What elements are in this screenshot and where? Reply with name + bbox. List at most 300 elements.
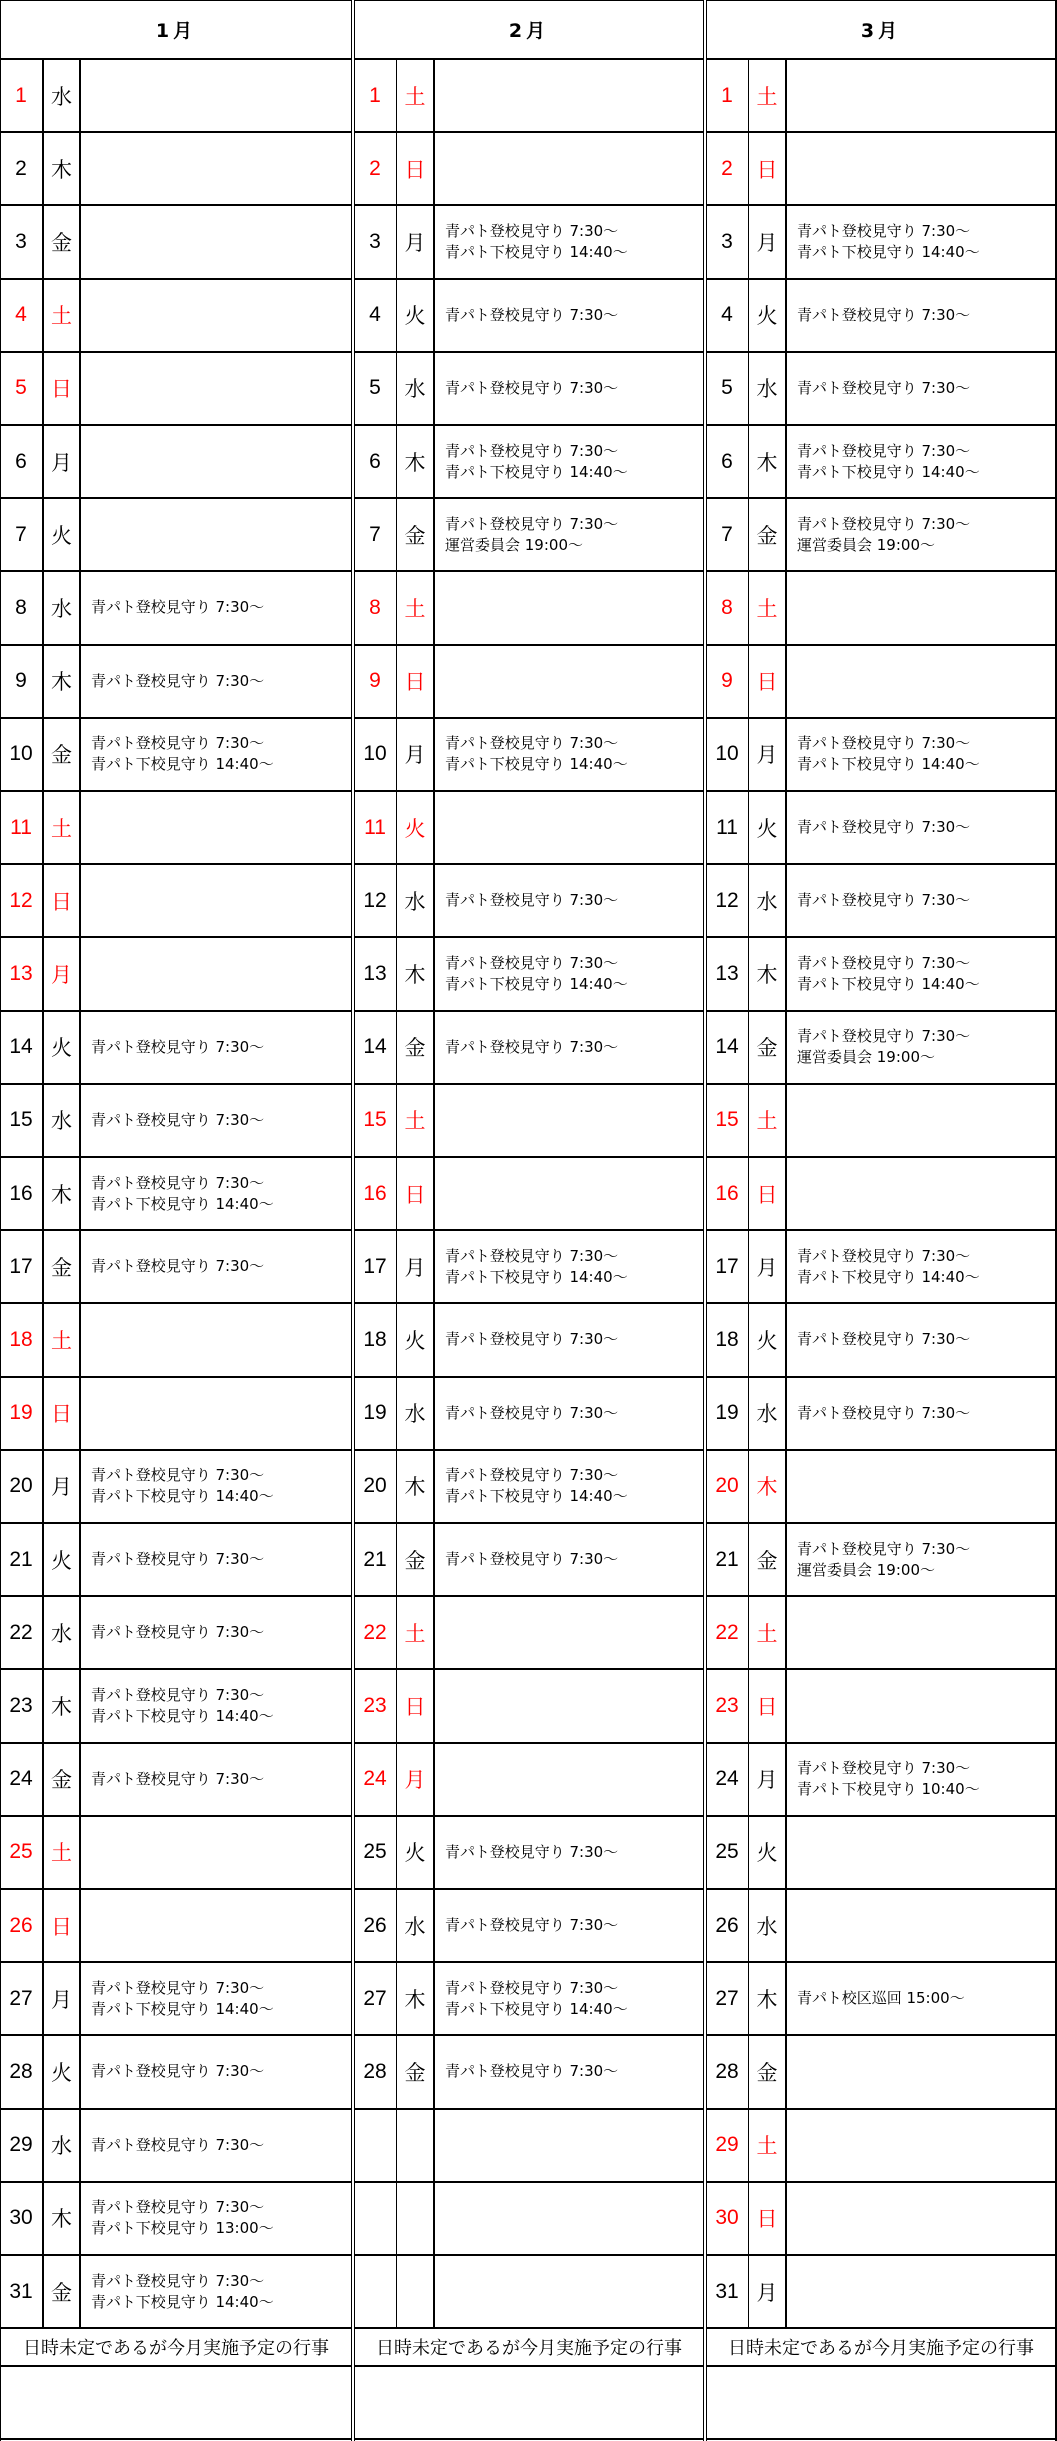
weekday: 土 — [749, 60, 787, 131]
weekday: 月 — [749, 719, 787, 790]
day-number: 5 — [706, 353, 749, 424]
day-number — [354, 2183, 397, 2254]
day-row — [354, 499, 704, 572]
day-row — [354, 1744, 704, 1817]
day-number: 27 — [354, 1963, 397, 2034]
day-row — [0, 1817, 352, 1890]
event-item: 青パト登校見守り 7:30～ — [445, 2062, 619, 2081]
weekday: 土 — [749, 1085, 787, 1156]
events-cell — [91, 1158, 348, 1229]
day-row — [354, 426, 704, 499]
weekday: 土 — [397, 572, 435, 643]
event-item: 青パト下校見守り 14:40～ — [445, 974, 628, 993]
weekday: 水 — [44, 60, 81, 131]
weekday: 金 — [44, 1744, 81, 1815]
event-item: 青パト登校見守り 7:30～ — [797, 441, 971, 460]
day-row — [354, 1890, 704, 1963]
events-cell — [91, 1597, 348, 1668]
day-row — [0, 1012, 352, 1085]
events-cell — [797, 1085, 1052, 1156]
day-row — [0, 499, 352, 572]
weekday: 火 — [749, 1304, 787, 1375]
day-number: 5 — [0, 353, 44, 424]
events-cell — [445, 1231, 700, 1302]
day-row — [706, 499, 1056, 572]
event-item: 青パト登校見守り 7:30～ — [91, 2135, 265, 2154]
event-item: 青パト登校見守り 7:30～ — [91, 2062, 265, 2081]
event-item: 青パト下校見守り 14:40～ — [445, 1267, 628, 1286]
events-cell — [797, 1817, 1052, 1888]
events-cell — [445, 792, 700, 863]
day-number: 25 — [706, 1817, 749, 1888]
day-number: 30 — [706, 2183, 749, 2254]
events-cell — [797, 133, 1052, 204]
day-number: 20 — [706, 1451, 749, 1522]
event-item: 青パト登校見守り 7:30～ — [445, 953, 619, 972]
event-item: 青パト登校見守り 7:30～ — [91, 2198, 265, 2217]
day-number: 26 — [706, 1890, 749, 1961]
event-item: 青パト登校見守り 7:30～ — [445, 734, 619, 753]
event-item: 青パト下校見守り 14:40～ — [91, 755, 274, 774]
events-cell — [91, 280, 348, 351]
day-number: 5 — [354, 353, 397, 424]
events-cell — [91, 1085, 348, 1156]
events-cell — [445, 426, 700, 497]
event-item: 青パト登校見守り 7:30～ — [797, 953, 971, 972]
weekday: 金 — [397, 2036, 435, 2107]
weekday: 土 — [44, 1304, 81, 1375]
day-row — [354, 1963, 704, 2036]
event-item: 青パト登校見守り 7:30～ — [445, 1037, 619, 1056]
day-row — [706, 865, 1056, 938]
weekday: 日 — [44, 353, 81, 424]
weekday: 火 — [44, 2036, 81, 2107]
events-cell — [91, 499, 348, 570]
event-item: 青パト下校見守り 14:40～ — [445, 1999, 628, 2018]
day-number: 15 — [354, 1085, 397, 1156]
events-cell — [91, 1524, 348, 1595]
day-row — [354, 2036, 704, 2109]
event-item: 青パト登校見守り 7:30～ — [797, 1246, 971, 1265]
weekday: 日 — [749, 1158, 787, 1229]
event-item: 青パト下校見守り 14:40～ — [797, 462, 980, 481]
weekday: 金 — [44, 719, 81, 790]
day-row — [354, 1670, 704, 1743]
month-column-january — [0, 0, 352, 2441]
events-cell — [445, 1890, 700, 1961]
day-row — [0, 938, 352, 1011]
weekday: 日 — [749, 1670, 787, 1741]
event-item: 青パト登校見守り 7:30～ — [91, 1110, 265, 1129]
day-row — [354, 1158, 704, 1231]
events-cell — [445, 572, 700, 643]
weekday: 日 — [749, 2183, 787, 2254]
day-number: 3 — [0, 206, 44, 277]
day-row — [354, 1451, 704, 1524]
day-number: 13 — [354, 938, 397, 1009]
day-number: 6 — [706, 426, 749, 497]
weekday: 金 — [397, 1012, 435, 1083]
day-number: 19 — [706, 1378, 749, 1449]
undated-events-label: 日時未定であるが今月実施予定の行事 — [706, 2329, 1056, 2367]
day-number: 27 — [706, 1963, 749, 2034]
event-item: 青パト下校見守り 14:40～ — [91, 1706, 274, 1725]
weekday: 火 — [749, 280, 787, 351]
events-cell — [445, 1158, 700, 1229]
day-row — [0, 865, 352, 938]
day-number: 31 — [0, 2256, 44, 2327]
day-row — [706, 792, 1056, 865]
weekday: 金 — [749, 1012, 787, 1083]
weekday: 月 — [397, 1231, 435, 1302]
weekday — [397, 2256, 435, 2327]
events-cell — [797, 1231, 1052, 1302]
day-number: 24 — [0, 1744, 44, 1815]
weekday: 金 — [397, 1524, 435, 1595]
day-number — [354, 2110, 397, 2181]
day-number: 19 — [0, 1378, 44, 1449]
event-item: 青パト登校見守り 7:30～ — [445, 514, 619, 533]
day-row — [354, 1085, 704, 1158]
event-item: 青パト下校見守り 14:40～ — [445, 242, 628, 261]
day-row — [354, 353, 704, 426]
day-number: 24 — [354, 1744, 397, 1815]
weekday: 木 — [397, 426, 435, 497]
day-number: 2 — [706, 133, 749, 204]
events-cell — [445, 2036, 700, 2107]
day-number: 29 — [706, 2110, 749, 2181]
event-item: 青パト登校見守り 7:30～ — [445, 1916, 619, 1935]
undated-events-content — [354, 2367, 704, 2440]
month-header: 2月 — [354, 0, 704, 60]
day-number: 11 — [706, 792, 749, 863]
events-cell — [445, 2183, 700, 2254]
weekday: 水 — [44, 1597, 81, 1668]
weekday: 土 — [397, 1085, 435, 1156]
day-number: 21 — [0, 1524, 44, 1595]
day-number: 23 — [0, 1670, 44, 1741]
day-row — [706, 60, 1056, 133]
day-row — [706, 1378, 1056, 1451]
day-row — [0, 353, 352, 426]
weekday: 水 — [44, 572, 81, 643]
event-item: 青パト登校見守り 7:30～ — [797, 734, 971, 753]
day-number: 17 — [0, 1231, 44, 1302]
events-cell — [445, 353, 700, 424]
weekday: 日 — [397, 1158, 435, 1229]
day-number: 13 — [706, 938, 749, 1009]
day-row — [706, 1231, 1056, 1304]
day-row — [0, 280, 352, 353]
event-item: 青パト登校見守り 7:30～ — [797, 891, 971, 910]
day-number: 13 — [0, 938, 44, 1009]
events-cell — [445, 1378, 700, 1449]
day-number: 31 — [706, 2256, 749, 2327]
weekday: 木 — [397, 1963, 435, 2034]
day-row — [354, 719, 704, 792]
events-cell — [91, 1670, 348, 1741]
weekday — [397, 2183, 435, 2254]
weekday: 木 — [44, 646, 81, 717]
events-cell — [797, 1012, 1052, 1083]
event-item: 青パト下校見守り 13:00～ — [91, 2219, 274, 2238]
events-cell — [91, 2183, 348, 2254]
event-item: 青パト登校見守り 7:30～ — [91, 671, 265, 690]
events-cell — [797, 1890, 1052, 1961]
day-number: 17 — [706, 1231, 749, 1302]
weekday: 火 — [397, 1304, 435, 1375]
day-row — [0, 2036, 352, 2109]
day-number: 20 — [0, 1451, 44, 1522]
undated-events-content — [0, 2367, 352, 2440]
events-cell — [797, 206, 1052, 277]
weekday: 火 — [749, 1817, 787, 1888]
events-cell — [91, 1744, 348, 1815]
event-item: 青パト登校見守り 7:30～ — [91, 1037, 265, 1056]
day-number: 4 — [0, 280, 44, 351]
event-item: 青パト登校見守り 7:30～ — [445, 221, 619, 240]
event-item: 青パト登校見守り 7:30～ — [91, 2271, 265, 2290]
weekday: 金 — [44, 1231, 81, 1302]
undated-events-content — [706, 2367, 1056, 2440]
day-number: 25 — [0, 1817, 44, 1888]
day-row — [706, 719, 1056, 792]
event-item: 青パト登校見守り 7:30～ — [445, 1842, 619, 1861]
event-item: 運営委員会 19:00～ — [797, 535, 935, 554]
day-row — [706, 1085, 1056, 1158]
day-row — [0, 572, 352, 645]
day-number: 16 — [0, 1158, 44, 1229]
events-cell — [445, 1963, 700, 2034]
events-cell — [445, 1012, 700, 1083]
event-item: 青パト登校見守り 7:30～ — [91, 1623, 265, 1642]
day-number: 23 — [354, 1670, 397, 1741]
weekday: 土 — [749, 1597, 787, 1668]
day-row — [706, 572, 1056, 645]
events-cell — [797, 719, 1052, 790]
day-number: 21 — [706, 1524, 749, 1595]
events-cell — [797, 1597, 1052, 1668]
events-cell — [91, 426, 348, 497]
events-cell — [797, 1304, 1052, 1375]
day-number: 9 — [354, 646, 397, 717]
day-number: 11 — [354, 792, 397, 863]
weekday: 火 — [397, 792, 435, 863]
day-row — [706, 1744, 1056, 1817]
weekday: 火 — [397, 280, 435, 351]
event-item: 青パト登校見守り 7:30～ — [445, 1330, 619, 1349]
day-row — [354, 1012, 704, 1085]
weekday: 木 — [44, 1670, 81, 1741]
weekday: 火 — [44, 1012, 81, 1083]
events-cell — [91, 1012, 348, 1083]
day-number: 16 — [706, 1158, 749, 1229]
weekday: 水 — [749, 353, 787, 424]
day-row — [354, 865, 704, 938]
day-number: 20 — [354, 1451, 397, 1522]
day-row — [706, 1817, 1056, 1890]
event-item: 運営委員会 19:00～ — [797, 1048, 935, 1067]
weekday: 土 — [397, 60, 435, 131]
weekday: 火 — [44, 1524, 81, 1595]
events-cell — [91, 353, 348, 424]
weekday: 土 — [749, 572, 787, 643]
weekday: 日 — [44, 1890, 81, 1961]
day-number: 3 — [706, 206, 749, 277]
events-cell — [797, 572, 1052, 643]
day-number: 12 — [354, 865, 397, 936]
events-cell — [797, 60, 1052, 131]
event-item: 青パト登校見守り 7:30～ — [797, 1027, 971, 1046]
weekday: 木 — [749, 1963, 787, 2034]
day-row — [354, 792, 704, 865]
day-number: 8 — [0, 572, 44, 643]
events-cell — [797, 2256, 1052, 2327]
weekday: 月 — [44, 1963, 81, 2034]
events-cell — [91, 572, 348, 643]
day-number: 12 — [706, 865, 749, 936]
day-row — [354, 2110, 704, 2183]
day-number: 3 — [354, 206, 397, 277]
undated-events-label: 日時未定であるが今月実施予定の行事 — [0, 2329, 352, 2367]
weekday: 木 — [397, 1451, 435, 1522]
events-cell — [91, 938, 348, 1009]
weekday: 金 — [397, 499, 435, 570]
weekday: 水 — [397, 1378, 435, 1449]
day-row — [354, 1817, 704, 1890]
event-item: 青パト登校見守り 7:30～ — [797, 1403, 971, 1422]
day-row — [0, 1744, 352, 1817]
events-cell — [445, 1744, 700, 1815]
day-row — [354, 60, 704, 133]
day-number: 26 — [354, 1890, 397, 1961]
day-number: 21 — [354, 1524, 397, 1595]
weekday: 土 — [44, 280, 81, 351]
event-item: 青パト下校見守り 14:40～ — [797, 755, 980, 774]
events-cell — [445, 499, 700, 570]
events-cell — [445, 1597, 700, 1668]
day-number: 23 — [706, 1670, 749, 1741]
events-cell — [797, 1744, 1052, 1815]
day-number: 18 — [0, 1304, 44, 1375]
day-row — [354, 572, 704, 645]
events-cell — [91, 1231, 348, 1302]
weekday: 月 — [749, 2256, 787, 2327]
day-number: 22 — [0, 1597, 44, 1668]
day-number: 18 — [706, 1304, 749, 1375]
weekday: 日 — [397, 646, 435, 717]
weekday: 月 — [397, 1744, 435, 1815]
day-number: 6 — [354, 426, 397, 497]
day-row — [354, 1378, 704, 1451]
event-item: 青パト登校見守り 7:30～ — [91, 1978, 265, 1997]
weekday: 火 — [749, 792, 787, 863]
event-item: 青パト下校見守り 14:40～ — [91, 1194, 274, 1213]
day-number: 22 — [706, 1597, 749, 1668]
day-number: 2 — [0, 133, 44, 204]
day-row — [706, 2256, 1056, 2329]
event-item: 運営委員会 19:00～ — [445, 535, 583, 554]
events-cell — [91, 865, 348, 936]
day-number: 8 — [354, 572, 397, 643]
day-number: 28 — [706, 2036, 749, 2107]
event-item: 青パト登校見守り 7:30～ — [91, 1257, 265, 1276]
events-cell — [445, 206, 700, 277]
weekday: 水 — [397, 353, 435, 424]
event-item: 青パト登校見守り 7:30～ — [797, 1759, 971, 1778]
events-cell — [445, 2256, 700, 2327]
weekday: 木 — [749, 1451, 787, 1522]
weekday: 月 — [397, 719, 435, 790]
weekday: 日 — [749, 646, 787, 717]
events-cell — [797, 280, 1052, 351]
month-header: 1月 — [0, 0, 352, 60]
day-row — [706, 2036, 1056, 2109]
weekday: 水 — [749, 1378, 787, 1449]
month-column-february — [354, 0, 704, 2441]
events-cell — [445, 865, 700, 936]
day-number: 10 — [354, 719, 397, 790]
events-cell — [91, 646, 348, 717]
weekday: 土 — [397, 1597, 435, 1668]
day-number: 7 — [354, 499, 397, 570]
day-number: 1 — [354, 60, 397, 131]
event-item: 青パト下校見守り 14:40～ — [91, 2292, 274, 2311]
events-cell — [797, 1378, 1052, 1449]
day-row — [706, 1670, 1056, 1743]
day-number: 9 — [0, 646, 44, 717]
day-row — [0, 1085, 352, 1158]
month-header: 3月 — [706, 0, 1056, 60]
weekday: 月 — [749, 1744, 787, 1815]
weekday: 金 — [44, 2256, 81, 2327]
events-cell — [91, 2036, 348, 2107]
weekday: 月 — [44, 426, 81, 497]
weekday: 金 — [749, 499, 787, 570]
event-item: 青パト登校見守り 7:30～ — [91, 598, 265, 617]
day-row — [354, 2183, 704, 2256]
weekday: 月 — [44, 938, 81, 1009]
weekday: 水 — [397, 1890, 435, 1961]
day-number: 1 — [0, 60, 44, 131]
event-item: 青パト登校見守り 7:30～ — [445, 891, 619, 910]
event-item: 青パト下校見守り 14:40～ — [797, 974, 980, 993]
events-cell — [445, 1304, 700, 1375]
events-cell — [445, 1817, 700, 1888]
event-item: 青パト下校見守り 14:40～ — [445, 1487, 628, 1506]
day-number: 29 — [0, 2110, 44, 2181]
day-row — [0, 2110, 352, 2183]
event-item: 青パト登校見守り 7:30～ — [797, 378, 971, 397]
day-row — [0, 1597, 352, 1670]
day-number: 17 — [354, 1231, 397, 1302]
day-row — [706, 206, 1056, 279]
day-row — [706, 1451, 1056, 1524]
event-item: 青パト下校見守り 14:40～ — [91, 1487, 274, 1506]
day-number: 25 — [354, 1817, 397, 1888]
events-cell — [91, 1817, 348, 1888]
weekday: 水 — [397, 865, 435, 936]
event-item: 青パト登校見守り 7:30～ — [445, 1403, 619, 1422]
day-row — [0, 1304, 352, 1377]
events-cell — [91, 1890, 348, 1961]
weekday: 水 — [44, 1085, 81, 1156]
day-number: 19 — [354, 1378, 397, 1449]
day-row — [0, 206, 352, 279]
event-item: 運営委員会 19:00～ — [797, 1560, 935, 1579]
events-cell — [91, 1963, 348, 2034]
day-row — [0, 1524, 352, 1597]
